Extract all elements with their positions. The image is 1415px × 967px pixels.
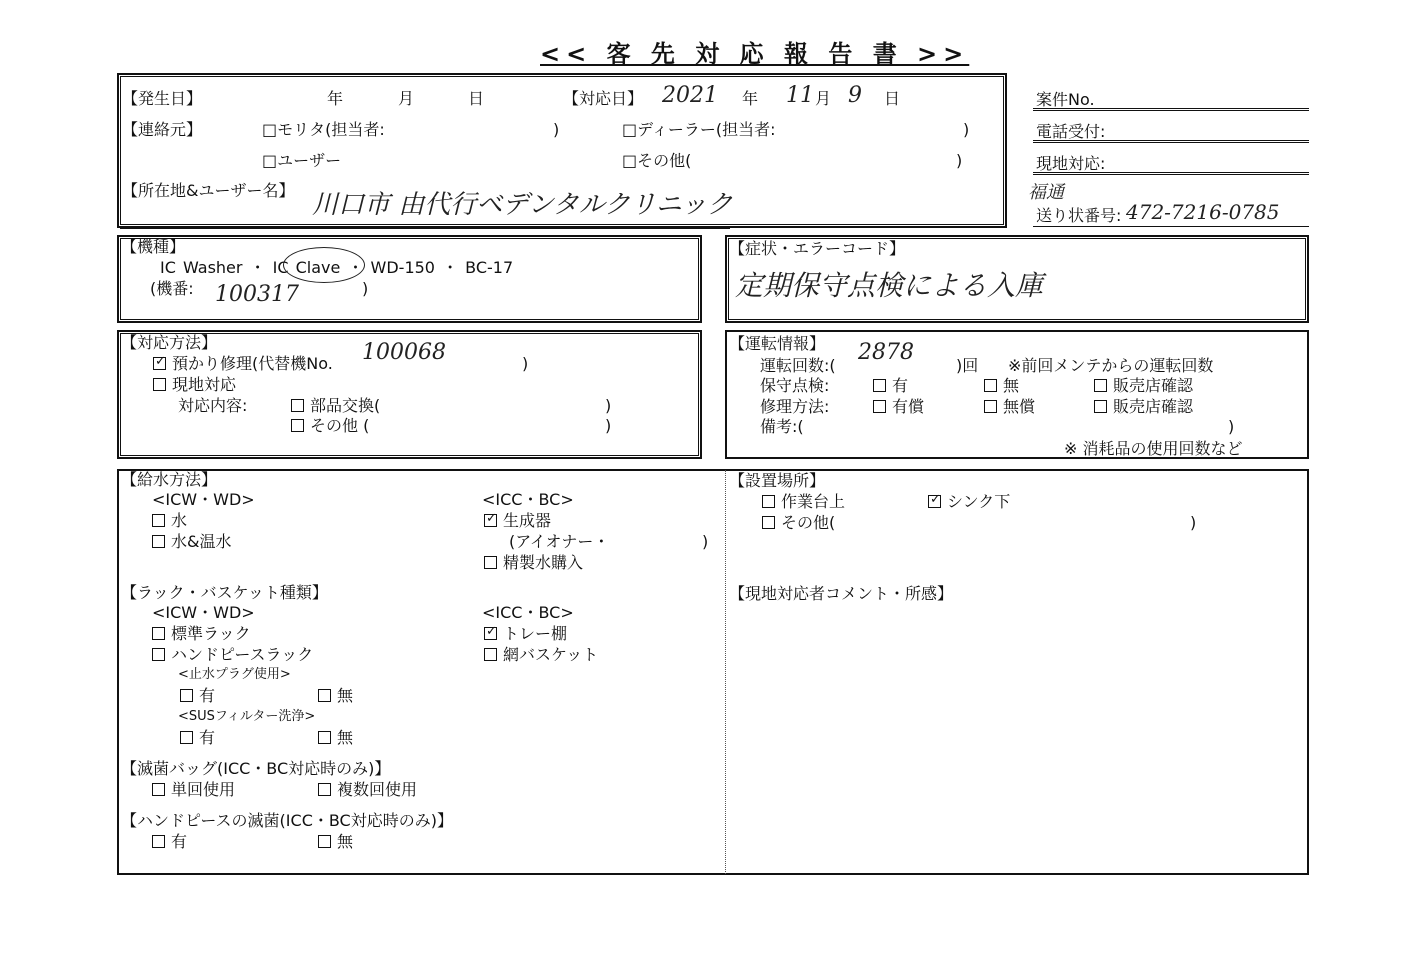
- tracking-line: [1033, 226, 1309, 227]
- bag-label: 【滅菌バッグ(ICC・BC対応時のみ)】: [121, 759, 391, 778]
- ionizer-close: ): [702, 532, 709, 551]
- check-no[interactable]: [984, 376, 1019, 396]
- symptom-handwritten: 定期保守点検による入庫: [735, 269, 1044, 302]
- page-title: << 客 先 対 応 報 告 書 >>: [540, 40, 970, 68]
- hp-yes-checkbox[interactable]: [152, 835, 165, 848]
- free-text: 無償: [1003, 397, 1036, 416]
- count-unit: )回: [956, 356, 979, 375]
- carrier-handwritten: 福通: [1028, 182, 1064, 203]
- onsite-option[interactable]: [153, 375, 236, 395]
- check-dealer[interactable]: [1094, 376, 1193, 396]
- stop-plug-no-checkbox[interactable]: [318, 689, 331, 702]
- sink-text: シンク下: [947, 492, 1011, 511]
- response-year-unit: 年: [742, 89, 759, 108]
- mesh-option[interactable]: [484, 645, 598, 665]
- tracking-handwritten: 472-7216-0785: [1126, 200, 1280, 224]
- stop-plug-yes[interactable]: [180, 686, 215, 706]
- water-checkbox[interactable]: [152, 514, 165, 527]
- bottom-divider: [725, 470, 726, 874]
- onsite-line: [1033, 172, 1309, 178]
- warm-text: 水&温水: [171, 532, 232, 551]
- bag-multi-text: 複数回使用: [337, 780, 418, 799]
- phone-line: [1033, 140, 1309, 146]
- paid-checkbox[interactable]: [873, 400, 886, 413]
- repair-text: 預かり修理(代替機No.: [172, 354, 333, 373]
- install-other-checkbox[interactable]: [762, 516, 775, 529]
- standard-rack-text: 標準ラック: [171, 624, 251, 643]
- sus-yes-text: 有: [199, 728, 216, 747]
- check-yes[interactable]: [873, 376, 908, 396]
- repair-method-label: 修理方法:: [760, 397, 830, 416]
- warm-option[interactable]: [152, 532, 231, 552]
- check-yes-checkbox[interactable]: [873, 379, 886, 392]
- water-icc-label: <ICC・BC>: [482, 490, 574, 509]
- install-other-text: その他(: [781, 513, 836, 532]
- serial-label: (機番:: [150, 279, 194, 298]
- sus-yes[interactable]: [180, 728, 215, 748]
- parts-checkbox[interactable]: [291, 399, 304, 412]
- water-label: 【給水方法】: [121, 470, 218, 489]
- stop-plug-label: <止水プラグ使用>: [178, 667, 291, 682]
- response-day-handwritten: 9: [848, 83, 862, 108]
- bag-multi-option[interactable]: [318, 780, 417, 800]
- free-option[interactable]: [984, 397, 1035, 417]
- occurrence-year: 年: [327, 89, 344, 108]
- content-label: 対応内容:: [178, 396, 248, 415]
- count-label: 運転回数:(: [760, 356, 836, 375]
- handpiece-rack-checkbox[interactable]: [152, 648, 165, 661]
- bag-single-text: 単回使用: [171, 780, 236, 799]
- handpiece-rack-text: ハンドピースラック: [171, 645, 314, 664]
- response-date-label: 【対応日】: [563, 89, 644, 108]
- serial-close: ): [362, 279, 369, 298]
- repair-close: ): [522, 354, 529, 373]
- water-text: 水: [171, 511, 188, 530]
- sus-no-checkbox[interactable]: [318, 731, 331, 744]
- method-other-option[interactable]: [291, 416, 369, 436]
- model-label: 【機種】: [121, 237, 186, 256]
- count-handwritten: 2878: [858, 340, 914, 365]
- method-other-checkbox[interactable]: [291, 419, 304, 432]
- install-label: 【設置場所】: [729, 471, 826, 490]
- repair-dealer-checkbox[interactable]: [1094, 400, 1107, 413]
- hp-no-checkbox[interactable]: [318, 835, 331, 848]
- desk-checkbox[interactable]: [762, 495, 775, 508]
- onsite-checkbox[interactable]: [153, 378, 166, 391]
- tray-option[interactable]: [484, 624, 567, 644]
- close-paren: ): [956, 151, 963, 170]
- serial-handwritten: 100317: [215, 282, 299, 307]
- occurrence-date-label: 【発生日】: [122, 89, 203, 108]
- hp-yes[interactable]: [152, 832, 187, 852]
- model-box: [117, 235, 702, 323]
- sus-yes-checkbox[interactable]: [180, 731, 193, 744]
- repair-dealer-text: 販売店確認: [1113, 397, 1194, 416]
- paid-text: 有償: [892, 397, 925, 416]
- desk-text: 作業台上: [781, 492, 846, 511]
- method-other-text: その他 (: [310, 416, 370, 435]
- response-month-handwritten: 11: [786, 83, 814, 108]
- address-handwritten: 川口市 由代行ベデンタルクリニック: [312, 190, 733, 220]
- water-option[interactable]: [152, 511, 187, 531]
- purified-text: 精製水購入: [503, 553, 584, 572]
- method-label: 【対応方法】: [121, 333, 218, 352]
- purified-option[interactable]: [484, 553, 583, 573]
- operation-label: 【運転情報】: [729, 334, 826, 353]
- contact-morita: □モリタ(担当者:: [262, 120, 385, 139]
- symptom-label: 【症状・エラーコード】: [729, 239, 906, 258]
- check-no-text: 無: [1003, 376, 1020, 395]
- stop-plug-yes-text: 有: [199, 686, 216, 705]
- case-no-label: 案件No.: [1036, 90, 1095, 109]
- bag-multi-checkbox[interactable]: [318, 783, 331, 796]
- response-month-unit: 月: [815, 89, 832, 108]
- tray-text: トレー棚: [503, 624, 568, 643]
- check-dealer-checkbox[interactable]: [1094, 379, 1107, 392]
- rack-icc-label: <ICC・BC>: [482, 603, 574, 622]
- phone-label: 電話受付:: [1036, 122, 1106, 141]
- water-icw-label: <ICW・WD>: [152, 490, 255, 509]
- install-other-close: ): [1190, 513, 1197, 532]
- desk-option[interactable]: [762, 492, 845, 512]
- standard-rack-checkbox[interactable]: [152, 627, 165, 640]
- parts-option[interactable]: [291, 396, 380, 416]
- hp-no-text: 無: [337, 832, 354, 851]
- parts-close: ): [605, 396, 612, 415]
- onsite-label: 現地対応:: [1036, 154, 1106, 173]
- repair-option[interactable]: [153, 354, 333, 374]
- other-close: ): [605, 416, 612, 435]
- tray-checkbox[interactable]: [484, 627, 497, 640]
- contact-user: □ユーザー: [262, 151, 342, 170]
- repair-dealer[interactable]: [1094, 397, 1193, 417]
- close-paren: ): [553, 120, 560, 139]
- check-no-checkbox[interactable]: [984, 379, 997, 392]
- check-yes-text: 有: [892, 376, 909, 395]
- close-paren: ): [963, 120, 970, 139]
- response-year-handwritten: 2021: [662, 83, 718, 108]
- tracking-label: 送り状番号:: [1036, 206, 1122, 225]
- stop-plug-no-text: 無: [337, 686, 354, 705]
- stop-plug-yes-checkbox[interactable]: [180, 689, 193, 702]
- occurrence-month: 月: [398, 89, 415, 108]
- bag-single-option[interactable]: [152, 780, 235, 800]
- check-label: 保守点検:: [760, 376, 830, 395]
- contact-other: □その他(: [622, 151, 692, 170]
- hp-yes-text: 有: [171, 832, 188, 851]
- parts-text: 部品交換(: [310, 396, 381, 415]
- paid-option[interactable]: [873, 397, 924, 417]
- sink-option[interactable]: [928, 492, 1010, 512]
- sus-no[interactable]: [318, 728, 353, 748]
- mesh-checkbox[interactable]: [484, 648, 497, 661]
- mesh-text: 網バスケット: [503, 645, 599, 664]
- sink-checkbox[interactable]: [928, 495, 941, 508]
- hp-no[interactable]: [318, 832, 353, 852]
- generator-text: 生成器: [503, 511, 552, 530]
- free-checkbox[interactable]: [984, 400, 997, 413]
- remarks-label: 備考:(: [760, 417, 804, 436]
- address-underline: [120, 228, 730, 229]
- loaner-handwritten: 100068: [362, 340, 446, 365]
- install-other-option[interactable]: [762, 513, 835, 533]
- hp-label: 【ハンドピースの滅菌(ICC・BC対応時のみ)】: [121, 811, 453, 830]
- purified-checkbox[interactable]: [484, 556, 497, 569]
- contact-label: 【連絡元】: [122, 120, 203, 139]
- remarks-close: ): [1228, 417, 1235, 436]
- model-circle-mark: [283, 247, 365, 283]
- rack-icw-label: <ICW・WD>: [152, 603, 255, 622]
- occurrence-day: 日: [468, 89, 485, 108]
- address-label: 【所在地&ユーザー名】: [122, 181, 295, 200]
- sus-label: <SUSフィルター洗浄>: [178, 709, 316, 724]
- case-no-line: [1033, 108, 1309, 114]
- repair-checkbox[interactable]: [153, 357, 166, 370]
- count-note: ※前回メンテからの運転回数: [1008, 356, 1214, 375]
- stop-plug-no[interactable]: [318, 686, 353, 706]
- consumables-footnote: ※ 消耗品の使用回数など: [1064, 439, 1243, 458]
- response-day-unit: 日: [884, 89, 901, 108]
- check-dealer-text: 販売店確認: [1113, 376, 1194, 395]
- standard-rack-option[interactable]: [152, 624, 251, 644]
- handpiece-rack-option[interactable]: [152, 645, 313, 665]
- model-options: IC Washer ・ IC Clave ・ WD-150 ・ BC-17: [160, 258, 514, 277]
- comment-label: 【現地対応者コメント・所感】: [729, 584, 954, 603]
- generator-checkbox[interactable]: [484, 514, 497, 527]
- generator-option[interactable]: [484, 511, 551, 531]
- onsite-text: 現地対応: [172, 375, 237, 394]
- sus-no-text: 無: [337, 728, 354, 747]
- ionizer-text: (アイオナー・: [509, 532, 610, 551]
- contact-dealer: □ディーラー(担当者:: [622, 120, 776, 139]
- bag-single-checkbox[interactable]: [152, 783, 165, 796]
- warm-checkbox[interactable]: [152, 535, 165, 548]
- rack-label: 【ラック・バスケット種類】: [121, 583, 328, 602]
